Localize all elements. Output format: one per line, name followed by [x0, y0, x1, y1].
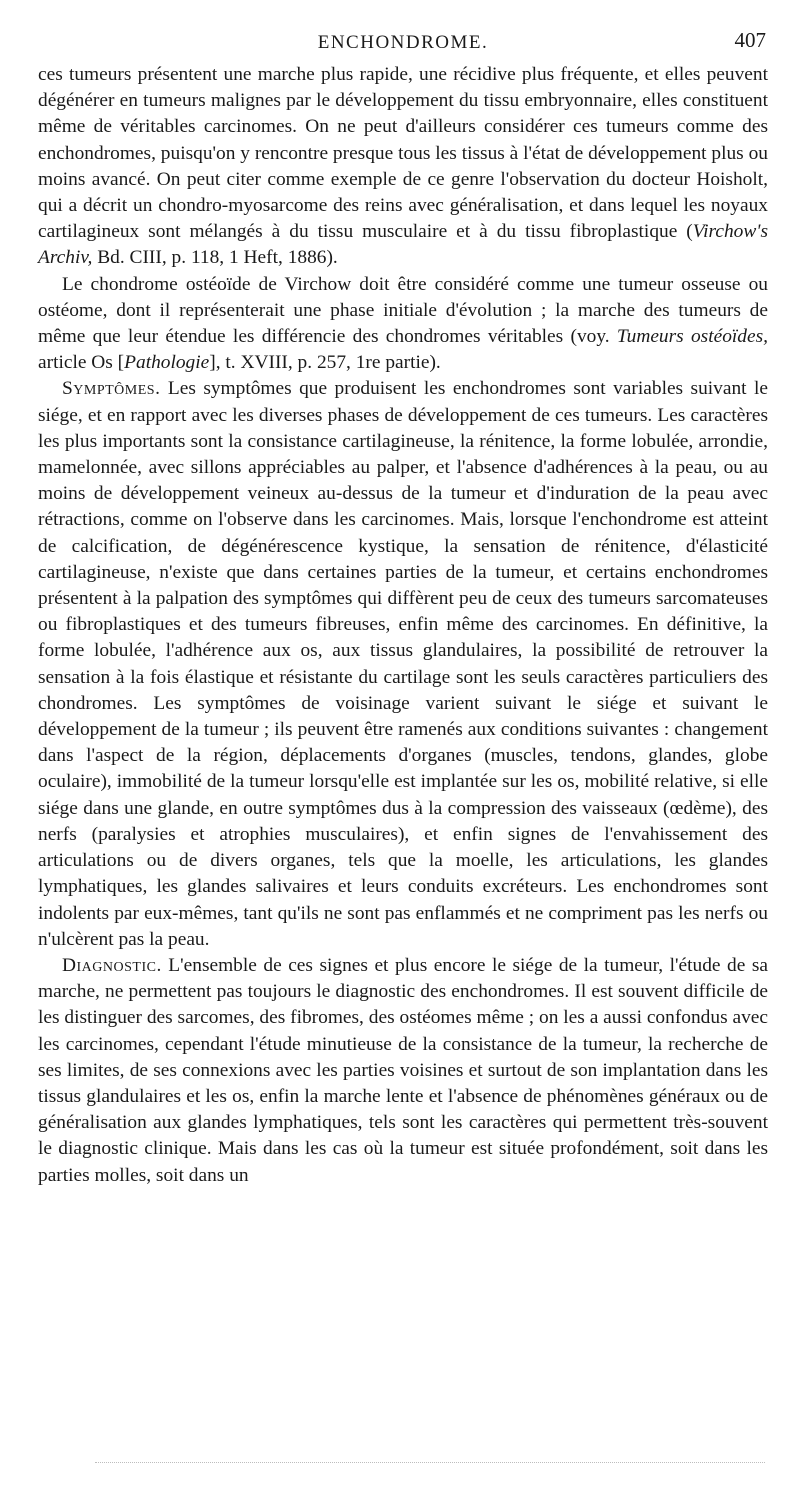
paragraph-continued-tumeurs [38, 62, 768, 272]
paragraph-text: Les symptômes que produisent les enchondromes sont variables suivant le siége, et en rapport avec les diverses phases de développement de ces tumeurs. Les caractères les plus importants sont la consistance cartilagineuse, la rénitence, la forme lobulée, arrondie, mamelonnée, avec sillons appréciables au palper, et l'absence d'adhérences à la peau, ou au moins de développement veineux au-dessus de la tumeur et d'induration de la peau avec rétractions, comme on l'observe dans les carcinomes. Mais, lorsque l'enchondrome est atteint de calcification, de dégénérescence kystique, la sensation de rénitence, d'élasticité cartilagineuse, n'existe que dans certaines parties de la tumeur, et certains enchondromes présentent à la palpation des symptômes qui diffèrent peu de ceux des tumeurs sarcomateuses ou fibroplastiques et des tumeurs fibreuses, enfin même des carcinomes. En définitive, la forme lobulée, l'adhérence aux os, aux tissus glandulaires, la possibilité de retrouver la sensation à la fois élastique et résistante du cartilage sont les seuls caractères particuliers des chondromes. Les symptômes de voisinage varient suivant le siége et suivant le développement de la tumeur ; ils peuvent être ramenés aux conditions suivantes : changement dans l'aspect de la région, déplacements d'organes (muscles, tendons, glandes, globe oculaire), immobilité de la tumeur lorsqu'elle est implantée sur les os, mobilité relative, si elle siége dans une glande, en outre symptômes dus à la compression des vaisseaux (œdème), des nerfs (paralysies et atrophies musculaires), et enfin signes de l'envahissement des articulations ou de divers organes, tels que la moelle, les articulations, les glandes lymphatiques, les glandes salivaires et leurs conduits excréteurs. Les enchondromes sont indolents par eux-mêmes, tant qu'ils ne sont pas enflammés et ne compriment pas les nerfs ou n'ulcèrent pas la peau. [38, 378, 768, 950]
book-page [38, 28, 768, 1189]
page-footer-rule [95, 1462, 765, 1463]
reference-pathologie: Pathologie [124, 352, 210, 374]
paragraph-chondrome-osteoide [38, 272, 768, 377]
section-heading-symptomes: Symptômes. [62, 378, 161, 400]
citation-details: Bd. CIII, p. 118, 1 Heft, 1886). [92, 247, 338, 269]
citation-virchows-archiv: Virchow's Archiv, [38, 221, 768, 269]
section-heading-diagnostic: Diagnostic. [62, 954, 162, 976]
page-header [38, 28, 768, 62]
running-title: ENCHONDROME. [317, 32, 489, 53]
reference-details: ], t. XVIII, p. 257, 1re partie). [209, 352, 441, 374]
page-number: 407 [734, 28, 766, 52]
paragraph-text: L'ensemble de ces signes et plus encore le siége de la tumeur, l'étude de sa marche, ne permettent pas toujours le diagnostic des enchondromes. Il est souvent difficile de les distinguer des sarcomes, des fibromes, des ostéomes même ; on les a aussi confondus avec les carcinomes, cependant l'étude minutieuse de la consistance de la tumeur, la recherche de ses limites, de ses connexions avec les parties voisines et surtout de son implantation dans les tissus glandulaires et les os, enfin la marche lente et l'absence de phénomènes généraux ou de généralisation aux glandes lymphatiques, tels sont les caractères qui permettent très-souvent le diagnostic clinique. Mais dans les cas où la tumeur est située profondément, soit dans les parties molles, soit dans un [38, 954, 768, 1186]
paragraph-symptomes [38, 376, 768, 952]
reference-article: article Os [ [38, 352, 125, 374]
paragraph-text: ces tumeurs présentent une marche plus rapide, une récidive plus fréquente, et elles peuvent dégénérer en tumeurs malignes par le développement du tissu embryonnaire, elles constituent même de véritables carcinomes. On ne peut d'ailleurs considérer ces tumeurs comme des enchondromes, puisqu'on y rencontre presque tous les tissus à l'état de développement plus ou moins avancé. On peut citer comme exemple de ce genre l'observation du docteur Hoisholt, qui a décrit un chondro-myosarcome des reins avec généralisation, et dans lequel les noyaux cartilagineux sont mélangés à du tissu musculaire et à du tissu fibroplastique ( [38, 64, 768, 243]
paragraph-diagnostic [38, 953, 768, 1189]
reference-tumeurs-osteoides: Tumeurs ostéoïdes, [616, 326, 769, 348]
paragraph-text: Le chondrome ostéoïde de Virchow doit être considéré comme une tumeur osseuse ou ostéome, dont il représenterait une phase initiale d'évolution ; la marche des tumeurs de même que leur étendue les différencie des chondromes véritables (voy. [38, 273, 768, 348]
